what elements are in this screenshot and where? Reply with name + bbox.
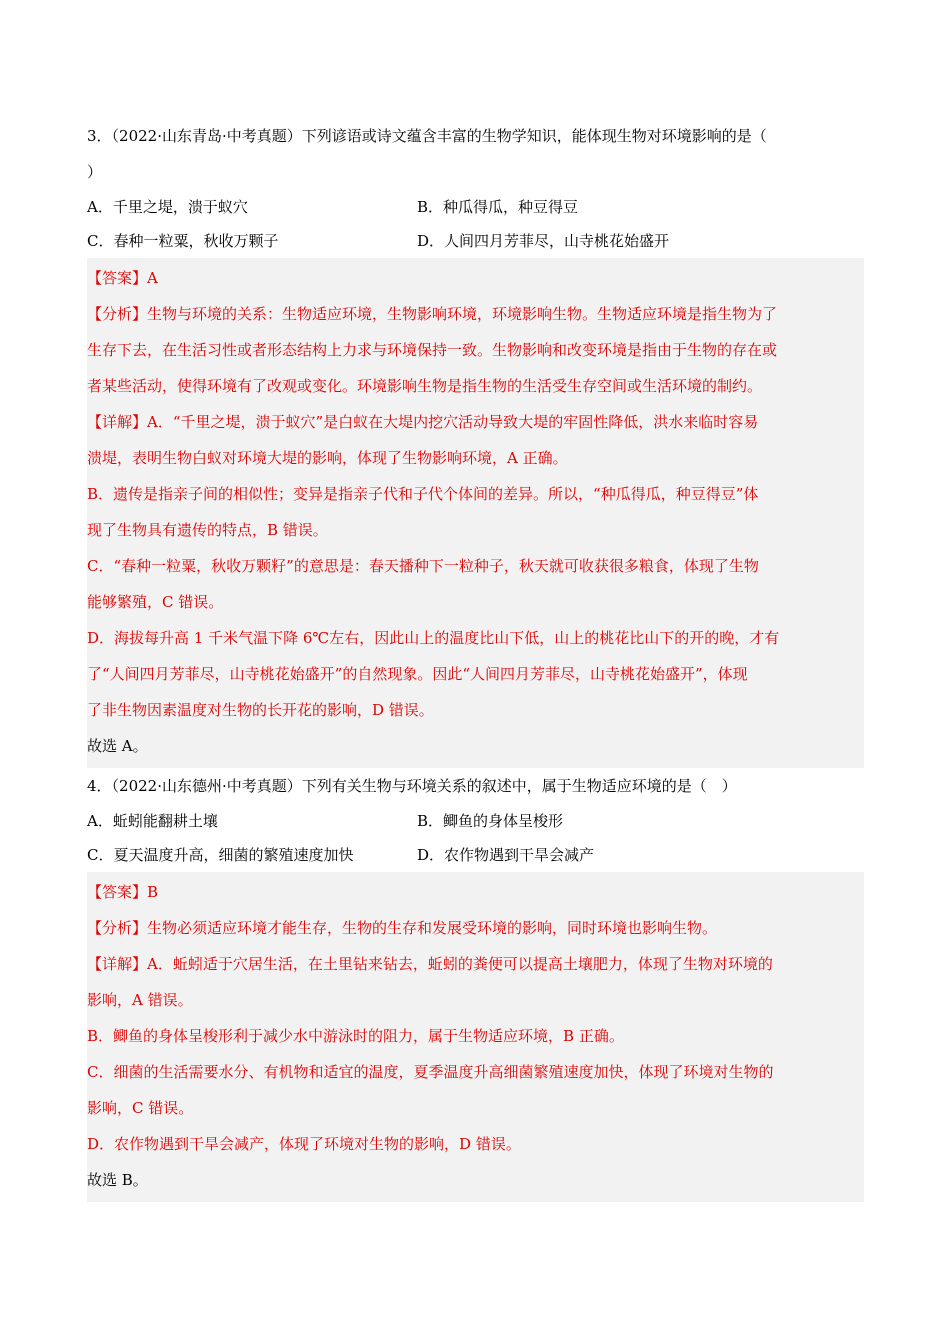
analysis-line: 【分析】生物必须适应环境才能生存，生物的生存和发展受环境的影响，同时环境也影响生物。 <box>87 919 718 937</box>
detail-tag: 【详解】 <box>87 955 148 973</box>
question-4 <box>87 768 864 1202</box>
question-3-solution <box>87 258 864 768</box>
analysis-tag: 【分析】 <box>87 305 148 323</box>
question-3-option-b: B．种瓜得瓜，种豆得豆 <box>417 198 579 216</box>
detail-line: D．农作物遇到干旱会减产，体现了环境对生物的影响，D 错误。 <box>87 1135 521 1153</box>
answer-label: 【答案】A <box>87 269 158 287</box>
question-3 <box>87 118 864 768</box>
detail-line: 影响，A 错误。 <box>87 991 193 1009</box>
detail-line: 【详解】A．蚯蚓适于穴居生活，在土里钻来钻去，蚯蚓的粪便可以提高土壤肥力，体现了生物对环境的 <box>87 955 773 973</box>
detail-line: 现了生物具有遗传的特点，B 错误。 <box>87 521 328 539</box>
detail-line: 能够繁殖，C 错误。 <box>87 593 224 611</box>
conclusion: 故选 B。 <box>87 1171 148 1189</box>
analysis-tag: 【分析】 <box>87 919 148 937</box>
question-4-option-b: B．鲫鱼的身体呈梭形 <box>417 812 564 830</box>
conclusion: 故选 A。 <box>87 737 148 755</box>
question-4-option-d: D．农作物遇到干旱会减产 <box>417 846 595 864</box>
detail-line: 【详解】A．“千里之堤，溃于蚁穴”是白蚁在大堤内挖穴活动导致大堤的牢固性降低，洪水来临时容易 <box>87 413 759 431</box>
detail-line: C．细菌的生活需要水分、有机物和适宜的温度，夏季温度升高细菌繁殖速度加快，体现了环境对生物的 <box>87 1063 774 1081</box>
detail-tag: 【详解】 <box>87 413 148 431</box>
analysis-line: 生存下去，在生活习性或者形态结构上力求与环境保持一致。生物影响和改变环境是指由于生物的存在或 <box>87 341 778 359</box>
question-4-option-c: C．夏天温度升高，细菌的繁殖速度加快 <box>87 846 354 864</box>
detail-line: D．海拔每升高 1 千米气温下降 6℃左右，因此山上的温度比山下低，山上的桃花比山下的开的晚，才有 <box>87 629 780 647</box>
question-3-option-a: A．千里之堤，溃于蚁穴 <box>87 198 248 216</box>
question-4-option-a: A．蚯蚓能翻耕土壤 <box>87 812 218 830</box>
analysis-line: 者某些活动，使得环境有了改观或变化。环境影响生物是指生物的生活受生存空间或生活环境的制约。 <box>87 377 763 395</box>
question-4-solution <box>87 872 864 1202</box>
question-4-stem: 4．（2022·山东德州·中考真题）下列有关生物与环境关系的叙述中，属于生物适应环境的是（ ） <box>87 777 737 795</box>
answer-label: 【答案】B <box>87 883 159 901</box>
detail-line: B．遗传是指亲子间的相似性；变异是指亲子代和子代个体间的差异。所以，“种瓜得瓜，种豆得豆”体 <box>87 485 759 503</box>
question-3-stem: 3．（2022·山东青岛·中考真题）下列谚语或诗文蕴含丰富的生物学知识，能体现生物对环境影响的是（ <box>87 127 767 145</box>
question-3-option-d: D．人间四月芳菲尽，山寺桃花始盛开 <box>417 232 670 250</box>
question-3-stem-cont: ） <box>87 163 103 181</box>
document-page <box>87 118 864 1202</box>
detail-line: 了非生物因素温度对生物的长开花的影响，D 错误。 <box>87 701 434 719</box>
analysis-line: 【分析】生物与环境的关系：生物适应环境，生物影响环境，环境影响生物。生物适应环境是指生物为了 <box>87 305 778 323</box>
detail-line: C．“春种一粒粟，秋收万颗籽”的意思是：春天播种下一粒种子，秋天就可收获很多粮食，体现了生物 <box>87 557 759 575</box>
detail-line: 溃堤，表明生物白蚁对环境大堤的影响，体现了生物影响环境，A 正确。 <box>87 449 568 467</box>
detail-line: 影响，C 错误。 <box>87 1099 194 1117</box>
detail-line: B．鲫鱼的身体呈梭形利于减少水中游泳时的阻力，属于生物适应环境，B 正确。 <box>87 1027 624 1045</box>
question-3-option-c: C．春种一粒粟，秋收万颗子 <box>87 232 279 250</box>
detail-line: 了“人间四月芳菲尽，山寺桃花始盛开”的自然现象。因此“人间四月芳菲尽，山寺桃花始盛开”，体现 <box>87 665 748 683</box>
